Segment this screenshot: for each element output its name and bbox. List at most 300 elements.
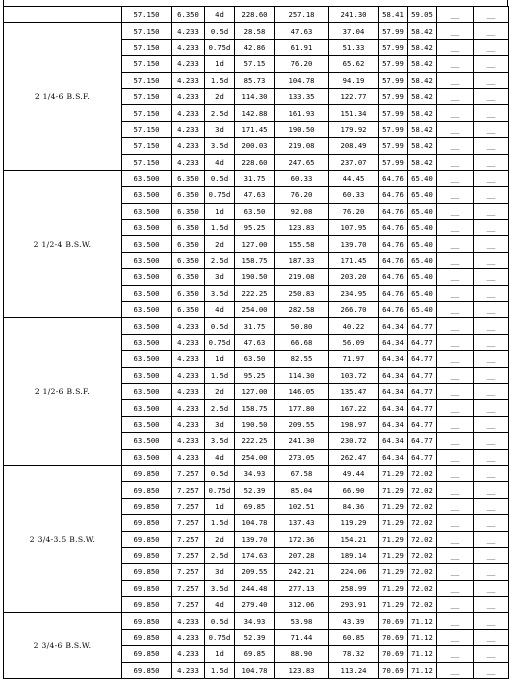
dia-max-cell: 72.02 <box>408 482 437 498</box>
dia-max-cell: 64.77 <box>408 367 437 383</box>
blank-a-cell: __ <box>437 39 474 55</box>
length-cell: 85.73 <box>235 72 275 88</box>
blank-a-cell: __ <box>437 236 474 252</box>
blank-a-cell: __ <box>437 88 474 104</box>
blank-b-cell: __ <box>474 515 509 531</box>
table-row <box>4 318 509 334</box>
length-multiple-cell: 0.75d <box>205 629 235 645</box>
pitch-cell: 4.233 <box>172 72 205 88</box>
total-length-cell: 92.08 <box>275 203 329 219</box>
dia-max-cell: 58.42 <box>408 56 437 72</box>
pitch-cell: 7.257 <box>172 515 205 531</box>
major-diameter-cell: 63.500 <box>122 383 172 399</box>
pitch-cell: 4.233 <box>172 383 205 399</box>
blank-b-cell: __ <box>474 416 509 432</box>
total-length-cell: 123.83 <box>275 662 329 678</box>
length-cell: 69.85 <box>235 646 275 662</box>
dia-max-cell: 64.77 <box>408 318 437 334</box>
total-length-cell: 67.58 <box>275 465 329 481</box>
total-length-cell: 114.30 <box>275 367 329 383</box>
major-diameter-cell: 63.500 <box>122 334 172 350</box>
length-cell: 47.63 <box>235 187 275 203</box>
length-multiple-cell: 4d <box>205 154 235 170</box>
dia-max-cell: 64.77 <box>408 351 437 367</box>
length-cell: 158.75 <box>235 400 275 416</box>
length-cell: 28.58 <box>235 23 275 39</box>
total-length-cell: 247.65 <box>275 154 329 170</box>
dia-min-cell: 71.29 <box>379 531 408 547</box>
pitch-cell: 4.233 <box>172 613 205 629</box>
blank-b-cell: __ <box>474 170 509 186</box>
dia-min-cell: 58.41 <box>379 7 408 23</box>
dia-max-cell: 71.12 <box>408 629 437 645</box>
length-multiple-cell: 2d <box>205 236 235 252</box>
dia-max-cell: 58.42 <box>408 39 437 55</box>
pitch-cell: 6.350 <box>172 7 205 23</box>
pitch-cell: 4.233 <box>172 400 205 416</box>
thread-spec-cell: 2 1/2-4 B.S.W. <box>4 170 122 318</box>
length-multiple-cell: 1.5d <box>205 367 235 383</box>
effective-length-cell: 56.09 <box>329 334 379 350</box>
thread-data-table <box>3 6 509 679</box>
total-length-cell: 155.58 <box>275 236 329 252</box>
dia-min-cell: 71.29 <box>379 597 408 613</box>
major-diameter-cell: 63.500 <box>122 351 172 367</box>
effective-length-cell: 49.44 <box>329 465 379 481</box>
length-cell: 34.93 <box>235 465 275 481</box>
length-cell: 127.00 <box>235 236 275 252</box>
total-length-cell: 312.06 <box>275 597 329 613</box>
effective-length-cell: 179.92 <box>329 121 379 137</box>
effective-length-cell: 94.19 <box>329 72 379 88</box>
blank-b-cell: __ <box>474 252 509 268</box>
pitch-cell: 4.233 <box>172 23 205 39</box>
blank-b-cell: __ <box>474 236 509 252</box>
dia-max-cell: 58.42 <box>408 23 437 39</box>
length-multiple-cell: 3d <box>205 564 235 580</box>
pitch-cell: 4.233 <box>172 416 205 432</box>
blank-b-cell: __ <box>474 39 509 55</box>
major-diameter-cell: 69.850 <box>122 547 172 563</box>
blank-a-cell: __ <box>437 72 474 88</box>
dia-min-cell: 71.29 <box>379 580 408 596</box>
blank-a-cell: __ <box>437 482 474 498</box>
dia-min-cell: 64.34 <box>379 400 408 416</box>
effective-length-cell: 293.91 <box>329 597 379 613</box>
blank-a-cell: __ <box>437 383 474 399</box>
length-cell: 209.55 <box>235 564 275 580</box>
pitch-cell: 4.233 <box>172 154 205 170</box>
blank-a-cell: __ <box>437 56 474 72</box>
total-length-cell: 137.43 <box>275 515 329 531</box>
major-diameter-cell: 57.150 <box>122 7 172 23</box>
length-cell: 31.75 <box>235 170 275 186</box>
blank-b-cell: __ <box>474 367 509 383</box>
dia-min-cell: 64.34 <box>379 334 408 350</box>
major-diameter-cell: 57.150 <box>122 138 172 154</box>
length-multiple-cell: 0.5d <box>205 613 235 629</box>
effective-length-cell: 135.47 <box>329 383 379 399</box>
major-diameter-cell: 63.500 <box>122 236 172 252</box>
total-length-cell: 76.20 <box>275 187 329 203</box>
dia-max-cell: 65.40 <box>408 269 437 285</box>
major-diameter-cell: 63.500 <box>122 285 172 301</box>
blank-b-cell: __ <box>474 547 509 563</box>
length-multiple-cell: 3.5d <box>205 433 235 449</box>
blank-a-cell: __ <box>437 138 474 154</box>
blank-a-cell: __ <box>437 187 474 203</box>
effective-length-cell: 40.22 <box>329 318 379 334</box>
blank-a-cell: __ <box>437 465 474 481</box>
total-length-cell: 60.33 <box>275 170 329 186</box>
dia-min-cell: 64.34 <box>379 449 408 465</box>
dia-max-cell: 64.77 <box>408 400 437 416</box>
blank-a-cell: __ <box>437 121 474 137</box>
table-body <box>4 7 509 679</box>
dia-min-cell: 70.69 <box>379 629 408 645</box>
effective-length-cell: 258.99 <box>329 580 379 596</box>
total-length-cell: 146.05 <box>275 383 329 399</box>
length-cell: 57.15 <box>235 56 275 72</box>
major-diameter-cell: 63.500 <box>122 252 172 268</box>
dia-min-cell: 64.76 <box>379 203 408 219</box>
length-cell: 244.48 <box>235 580 275 596</box>
dia-max-cell: 72.02 <box>408 564 437 580</box>
dia-min-cell: 64.76 <box>379 187 408 203</box>
dia-min-cell: 57.99 <box>379 154 408 170</box>
major-diameter-cell: 57.150 <box>122 88 172 104</box>
blank-b-cell: __ <box>474 269 509 285</box>
major-diameter-cell: 69.850 <box>122 597 172 613</box>
length-cell: 52.39 <box>235 629 275 645</box>
effective-length-cell: 189.14 <box>329 547 379 563</box>
dia-max-cell: 58.42 <box>408 88 437 104</box>
pitch-cell: 4.233 <box>172 39 205 55</box>
length-multiple-cell: 1d <box>205 56 235 72</box>
blank-a-cell: __ <box>437 252 474 268</box>
major-diameter-cell: 57.150 <box>122 154 172 170</box>
blank-b-cell: __ <box>474 56 509 72</box>
length-multiple-cell: 2.5d <box>205 252 235 268</box>
effective-length-cell: 51.33 <box>329 39 379 55</box>
major-diameter-cell: 63.500 <box>122 400 172 416</box>
pitch-cell: 4.233 <box>172 318 205 334</box>
length-multiple-cell: 3d <box>205 121 235 137</box>
dia-max-cell: 65.40 <box>408 220 437 236</box>
major-diameter-cell: 69.850 <box>122 515 172 531</box>
blank-a-cell: __ <box>437 23 474 39</box>
total-length-cell: 250.83 <box>275 285 329 301</box>
blank-a-cell: __ <box>437 564 474 580</box>
pitch-cell: 4.233 <box>172 56 205 72</box>
length-multiple-cell: 0.75d <box>205 187 235 203</box>
blank-b-cell: __ <box>474 383 509 399</box>
length-cell: 69.85 <box>235 498 275 514</box>
effective-length-cell: 203.20 <box>329 269 379 285</box>
length-multiple-cell: 2d <box>205 88 235 104</box>
length-multiple-cell: 2.5d <box>205 547 235 563</box>
dia-min-cell: 64.76 <box>379 220 408 236</box>
length-cell: 95.25 <box>235 367 275 383</box>
blank-b-cell: __ <box>474 662 509 678</box>
dia-min-cell: 64.76 <box>379 170 408 186</box>
major-diameter-cell: 69.850 <box>122 465 172 481</box>
blank-b-cell: __ <box>474 105 509 121</box>
major-diameter-cell: 69.850 <box>122 531 172 547</box>
dia-max-cell: 64.77 <box>408 334 437 350</box>
pitch-cell: 6.350 <box>172 236 205 252</box>
total-length-cell: 257.18 <box>275 7 329 23</box>
dia-max-cell: 65.40 <box>408 285 437 301</box>
dia-max-cell: 58.42 <box>408 154 437 170</box>
major-diameter-cell: 63.500 <box>122 220 172 236</box>
dia-max-cell: 72.02 <box>408 531 437 547</box>
blank-a-cell: __ <box>437 662 474 678</box>
total-length-cell: 241.30 <box>275 433 329 449</box>
effective-length-cell: 241.30 <box>329 7 379 23</box>
dia-min-cell: 57.99 <box>379 88 408 104</box>
length-multiple-cell: 0.75d <box>205 482 235 498</box>
total-length-cell: 190.50 <box>275 121 329 137</box>
blank-b-cell: __ <box>474 531 509 547</box>
dia-min-cell: 64.34 <box>379 416 408 432</box>
dia-min-cell: 70.69 <box>379 662 408 678</box>
blank-b-cell: __ <box>474 203 509 219</box>
length-multiple-cell: 1.5d <box>205 515 235 531</box>
blank-b-cell: __ <box>474 400 509 416</box>
effective-length-cell: 65.62 <box>329 56 379 72</box>
length-cell: 63.50 <box>235 351 275 367</box>
dia-max-cell: 58.42 <box>408 72 437 88</box>
blank-a-cell: __ <box>437 580 474 596</box>
pitch-cell: 7.257 <box>172 498 205 514</box>
pitch-cell: 4.233 <box>172 88 205 104</box>
effective-length-cell: 71.97 <box>329 351 379 367</box>
length-multiple-cell: 4d <box>205 597 235 613</box>
major-diameter-cell: 57.150 <box>122 105 172 121</box>
total-length-cell: 88.90 <box>275 646 329 662</box>
length-cell: 104.78 <box>235 515 275 531</box>
pitch-cell: 6.350 <box>172 252 205 268</box>
total-length-cell: 219.08 <box>275 269 329 285</box>
dia-min-cell: 64.34 <box>379 383 408 399</box>
blank-a-cell: __ <box>437 531 474 547</box>
length-multiple-cell: 3.5d <box>205 138 235 154</box>
dia-min-cell: 64.76 <box>379 236 408 252</box>
effective-length-cell: 84.36 <box>329 498 379 514</box>
effective-length-cell: 234.95 <box>329 285 379 301</box>
blank-a-cell: __ <box>437 400 474 416</box>
length-cell: 52.39 <box>235 482 275 498</box>
length-cell: 190.50 <box>235 269 275 285</box>
length-multiple-cell: 2.5d <box>205 400 235 416</box>
dia-max-cell: 71.12 <box>408 613 437 629</box>
blank-a-cell: __ <box>437 449 474 465</box>
effective-length-cell: 151.34 <box>329 105 379 121</box>
length-cell: 190.50 <box>235 416 275 432</box>
blank-b-cell: __ <box>474 449 509 465</box>
major-diameter-cell: 63.500 <box>122 203 172 219</box>
dia-max-cell: 65.40 <box>408 236 437 252</box>
effective-length-cell: 154.21 <box>329 531 379 547</box>
dia-max-cell: 58.42 <box>408 138 437 154</box>
major-diameter-cell: 57.150 <box>122 72 172 88</box>
dia-min-cell: 71.29 <box>379 564 408 580</box>
total-length-cell: 102.51 <box>275 498 329 514</box>
blank-a-cell: __ <box>437 629 474 645</box>
blank-a-cell: __ <box>437 7 474 23</box>
blank-b-cell: __ <box>474 646 509 662</box>
dia-max-cell: 65.40 <box>408 203 437 219</box>
dia-max-cell: 65.40 <box>408 187 437 203</box>
thread-spec-cell: 2 1/2-6 B.S.F. <box>4 318 122 466</box>
length-multiple-cell: 3d <box>205 416 235 432</box>
dia-min-cell: 57.99 <box>379 56 408 72</box>
blank-b-cell: __ <box>474 72 509 88</box>
blank-a-cell: __ <box>437 302 474 318</box>
length-multiple-cell: 1.5d <box>205 662 235 678</box>
dia-max-cell: 58.42 <box>408 121 437 137</box>
total-length-cell: 61.91 <box>275 39 329 55</box>
total-length-cell: 161.93 <box>275 105 329 121</box>
table-row <box>4 170 509 186</box>
major-diameter-cell: 63.500 <box>122 170 172 186</box>
length-cell: 228.60 <box>235 154 275 170</box>
table-row <box>4 613 509 629</box>
blank-a-cell: __ <box>437 597 474 613</box>
blank-a-cell: __ <box>437 285 474 301</box>
blank-a-cell: __ <box>437 269 474 285</box>
dia-min-cell: 70.69 <box>379 646 408 662</box>
major-diameter-cell: 57.150 <box>122 56 172 72</box>
effective-length-cell: 113.24 <box>329 662 379 678</box>
pitch-cell: 7.257 <box>172 564 205 580</box>
dia-max-cell: 72.02 <box>408 580 437 596</box>
length-cell: 142.88 <box>235 105 275 121</box>
pitch-cell: 7.257 <box>172 580 205 596</box>
effective-length-cell: 230.72 <box>329 433 379 449</box>
major-diameter-cell: 69.850 <box>122 482 172 498</box>
pitch-cell: 6.350 <box>172 302 205 318</box>
dia-min-cell: 64.34 <box>379 433 408 449</box>
major-diameter-cell: 63.500 <box>122 433 172 449</box>
dia-max-cell: 72.02 <box>408 465 437 481</box>
total-length-cell: 133.35 <box>275 88 329 104</box>
length-multiple-cell: 2d <box>205 383 235 399</box>
length-cell: 42.86 <box>235 39 275 55</box>
blank-b-cell: __ <box>474 220 509 236</box>
pitch-cell: 4.233 <box>172 334 205 350</box>
major-diameter-cell: 63.500 <box>122 187 172 203</box>
major-diameter-cell: 69.850 <box>122 646 172 662</box>
effective-length-cell: 208.49 <box>329 138 379 154</box>
pitch-cell: 4.233 <box>172 662 205 678</box>
dia-max-cell: 65.40 <box>408 252 437 268</box>
blank-a-cell: __ <box>437 105 474 121</box>
pitch-cell: 4.233 <box>172 138 205 154</box>
length-multiple-cell: 1.5d <box>205 72 235 88</box>
blank-a-cell: __ <box>437 515 474 531</box>
pitch-cell: 4.233 <box>172 646 205 662</box>
length-multiple-cell: 4d <box>205 7 235 23</box>
dia-min-cell: 57.99 <box>379 138 408 154</box>
dia-min-cell: 64.76 <box>379 269 408 285</box>
length-multiple-cell: 2d <box>205 531 235 547</box>
pitch-cell: 6.350 <box>172 203 205 219</box>
length-cell: 114.30 <box>235 88 275 104</box>
length-cell: 127.00 <box>235 383 275 399</box>
dia-min-cell: 64.34 <box>379 351 408 367</box>
blank-b-cell: __ <box>474 318 509 334</box>
dia-min-cell: 64.76 <box>379 252 408 268</box>
effective-length-cell: 139.70 <box>329 236 379 252</box>
total-length-cell: 53.98 <box>275 613 329 629</box>
total-length-cell: 209.55 <box>275 416 329 432</box>
length-multiple-cell: 1.5d <box>205 220 235 236</box>
pitch-cell: 6.350 <box>172 269 205 285</box>
effective-length-cell: 167.22 <box>329 400 379 416</box>
length-multiple-cell: 1d <box>205 203 235 219</box>
dia-max-cell: 64.77 <box>408 449 437 465</box>
total-length-cell: 50.80 <box>275 318 329 334</box>
length-multiple-cell: 1d <box>205 646 235 662</box>
blank-b-cell: __ <box>474 564 509 580</box>
total-length-cell: 76.20 <box>275 56 329 72</box>
blank-b-cell: __ <box>474 187 509 203</box>
dia-max-cell: 71.12 <box>408 662 437 678</box>
dia-min-cell: 71.29 <box>379 465 408 481</box>
dia-max-cell: 72.02 <box>408 515 437 531</box>
blank-b-cell: __ <box>474 597 509 613</box>
length-cell: 47.63 <box>235 334 275 350</box>
total-length-cell: 187.33 <box>275 252 329 268</box>
pitch-cell: 7.257 <box>172 531 205 547</box>
length-multiple-cell: 3.5d <box>205 285 235 301</box>
pitch-cell: 6.350 <box>172 187 205 203</box>
dia-min-cell: 71.29 <box>379 482 408 498</box>
blank-b-cell: __ <box>474 482 509 498</box>
total-length-cell: 85.04 <box>275 482 329 498</box>
effective-length-cell: 78.32 <box>329 646 379 662</box>
length-cell: 228.60 <box>235 7 275 23</box>
major-diameter-cell: 63.500 <box>122 269 172 285</box>
dia-min-cell: 71.29 <box>379 498 408 514</box>
dia-min-cell: 70.69 <box>379 613 408 629</box>
blank-a-cell: __ <box>437 203 474 219</box>
length-cell: 222.25 <box>235 433 275 449</box>
length-multiple-cell: 4d <box>205 449 235 465</box>
pitch-cell: 4.233 <box>172 367 205 383</box>
total-length-cell: 273.05 <box>275 449 329 465</box>
blank-a-cell: __ <box>437 498 474 514</box>
major-diameter-cell: 63.500 <box>122 416 172 432</box>
effective-length-cell: 37.04 <box>329 23 379 39</box>
blank-b-cell: __ <box>474 629 509 645</box>
dia-max-cell: 59.05 <box>408 7 437 23</box>
major-diameter-cell: 63.500 <box>122 318 172 334</box>
dia-max-cell: 65.40 <box>408 302 437 318</box>
blank-a-cell: __ <box>437 646 474 662</box>
major-diameter-cell: 69.850 <box>122 662 172 678</box>
dia-min-cell: 57.99 <box>379 72 408 88</box>
length-cell: 34.93 <box>235 613 275 629</box>
total-length-cell: 282.58 <box>275 302 329 318</box>
total-length-cell: 47.63 <box>275 23 329 39</box>
effective-length-cell: 60.33 <box>329 187 379 203</box>
major-diameter-cell: 69.850 <box>122 613 172 629</box>
total-length-cell: 66.68 <box>275 334 329 350</box>
thread-spec-cell: 2 3/4-6 B.S.W. <box>4 613 122 679</box>
